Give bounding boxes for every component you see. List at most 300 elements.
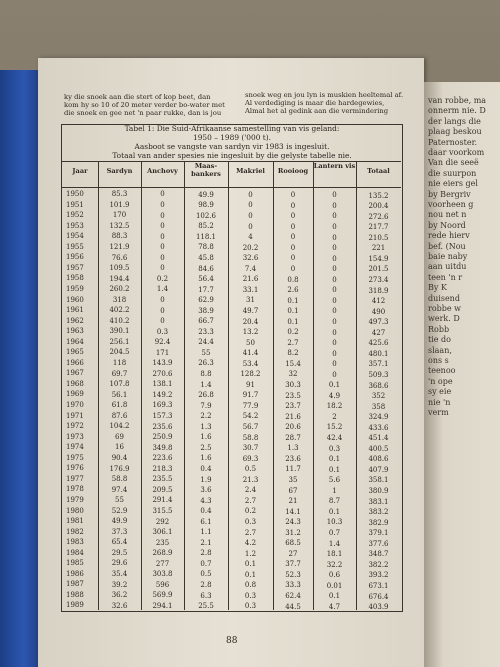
table-cell: 21.6: [242, 275, 259, 284]
table-cell: 52.9: [111, 506, 128, 515]
column-divider: [228, 161, 229, 610]
table-cell: 268.9: [152, 549, 173, 558]
adjacent-page-line: Paternoster.: [428, 137, 478, 147]
table-cell: 1.2: [244, 549, 257, 558]
table-cell: 0.1: [328, 465, 341, 474]
table-cell: 324.9: [368, 413, 389, 422]
adjacent-page-line: robbe w: [428, 304, 462, 313]
table-cell: 30.7: [242, 444, 259, 453]
table-cell: 1957: [66, 263, 84, 272]
table-cell: 36.2: [111, 591, 128, 600]
column-header: Totaal: [367, 167, 390, 175]
table-cell: 10.3: [326, 518, 343, 527]
table-cell: 0.3: [244, 517, 257, 526]
table-cell: 56.1: [111, 390, 128, 399]
table-cell: 20.6: [285, 423, 301, 432]
table-cell: 121.9: [109, 242, 130, 251]
table-cell: 1970: [66, 401, 84, 409]
adjacent-page-line: teen 'n r: [428, 272, 463, 282]
table-cell: 403.9: [368, 603, 389, 612]
table-cell: 0.1: [328, 381, 341, 390]
table-cell: 6.3: [200, 591, 212, 600]
table-cell: 33.3: [285, 581, 301, 590]
table-cell: 0.2: [244, 507, 257, 516]
table-cell: 32.2: [326, 560, 343, 569]
paragraph-left-line-1: ky die snoek aan die stert of kop beet, dan: [64, 93, 211, 101]
column-header: Makriel: [236, 167, 265, 175]
table-cell: 104.2: [109, 422, 130, 431]
table-cell: 28.7: [285, 433, 301, 442]
table-cell: 0.2: [156, 274, 169, 283]
table-cell: 402.2: [109, 306, 130, 315]
table-cell: 2.8: [200, 581, 212, 590]
table-cell: 318.9: [368, 286, 389, 295]
table-cell: 306.1: [152, 528, 173, 537]
table-cell: 0: [332, 223, 337, 232]
table-cell: 41.4: [242, 349, 259, 358]
table-cell: 0: [290, 201, 296, 210]
adjacent-page-line: nou net n: [428, 210, 467, 220]
table-cell: 29.6: [111, 559, 128, 568]
table-cell: 0: [290, 212, 296, 221]
adjacent-page-line: by Bergriv: [428, 189, 471, 199]
table-cell: 69.3: [242, 454, 259, 463]
table-cell: 15.4: [285, 359, 301, 368]
table-cell: 0: [160, 306, 165, 315]
table-cell: 0.5: [200, 570, 212, 579]
table-cell: 0.5: [244, 465, 257, 474]
table-cell: 118.1: [195, 232, 217, 241]
table-cell: 102.6: [195, 211, 217, 220]
table-cell: 410.2: [109, 316, 130, 325]
table-cell: 26.3: [198, 359, 214, 368]
table-cell: 0: [160, 295, 165, 304]
table-title-line-1: Tabel 1: Die Suid-Afrikaanse samestelling van vis geland:: [124, 124, 340, 133]
table-cell: 1976: [66, 464, 84, 473]
table-cell: 1985: [66, 559, 84, 568]
table-cell: 44.5: [285, 602, 301, 611]
table-cell: 382.2: [368, 560, 389, 569]
table-cell: 260.2: [109, 285, 130, 294]
table-cell: 0: [290, 264, 296, 273]
table-cell: 69.7: [111, 369, 128, 378]
table-cell: 0: [332, 370, 337, 379]
table-cell: 118: [112, 359, 127, 368]
table-cell: 1960: [66, 295, 84, 304]
table-cell: 0: [160, 201, 165, 209]
adjacent-page-line: Robb: [428, 324, 450, 334]
adjacent-page-line: verm: [428, 408, 449, 417]
blue-book-cover: [0, 70, 40, 667]
table-cell: 78.8: [198, 243, 214, 252]
table-cell: 1978: [66, 485, 84, 494]
table-cell: 23.6: [285, 454, 301, 463]
table-cell: 2.1: [200, 538, 212, 547]
table-cell: 380.9: [368, 487, 389, 495]
paragraph-right-line-2: Al verdediging is maar die hardegewies,: [245, 99, 385, 107]
table-cell: 87.6: [111, 411, 128, 420]
table-cell: 143.9: [152, 359, 173, 368]
table-cell: 55: [201, 348, 211, 357]
table-cell: 154.9: [368, 254, 389, 263]
table-cell: 49.9: [111, 517, 128, 526]
paragraph-left-line-2: kom hy so 10 of 20 meter verder bo-water met: [64, 101, 225, 109]
table-cell: 0: [248, 212, 253, 220]
adjacent-page-line: duisend: [428, 293, 460, 303]
table-cell: 0.1: [328, 592, 341, 601]
table-cell: 23.5: [285, 391, 301, 400]
table-cell: 1953: [66, 221, 84, 230]
table-cell: 21.3: [242, 475, 259, 484]
table-cell: 194.4: [109, 274, 130, 283]
table-cell: 15.2: [326, 423, 343, 432]
table-cell: 2: [332, 412, 337, 421]
table-cell: 0: [332, 328, 337, 337]
table-cell: 0: [332, 201, 337, 210]
table-cell: 0: [290, 191, 296, 200]
table-cell: 84.6: [198, 264, 214, 273]
table-cell: 31: [246, 296, 255, 305]
table-cell: 358.1: [368, 476, 389, 485]
table-cell: 0.8: [244, 581, 257, 590]
table-cell: 0.1: [328, 507, 341, 516]
table-cell: 85.3: [111, 190, 128, 199]
table-cell: 0.7: [200, 559, 212, 568]
adjacent-page-line: Van die seeë: [428, 158, 479, 168]
table-cell: 1.6: [200, 454, 212, 463]
table-cell: 1983: [66, 538, 84, 547]
table-cell: 2.7: [244, 528, 257, 537]
table-cell: 8.8: [200, 370, 212, 379]
table-cell: 109.5: [109, 264, 130, 273]
table-cell: 42.4: [326, 434, 343, 443]
table-cell: 292: [155, 517, 170, 526]
table-cell: 138.1: [152, 380, 173, 389]
table-cell: 7.9: [200, 401, 212, 410]
table-cell: 13.2: [242, 328, 259, 337]
table-cell: 61.8: [111, 401, 128, 410]
table-cell: 56.4: [198, 275, 214, 284]
table-cell: 3.6: [200, 486, 212, 495]
table-cell: 358: [371, 402, 386, 411]
adjacent-page-line: aan uitdu: [428, 262, 467, 272]
table-cell: 1956: [66, 253, 84, 262]
table-cell: 408.6: [368, 455, 389, 464]
table-cell: 0: [332, 307, 337, 316]
table-cell: 1981: [66, 517, 84, 526]
table-cell: 2.6: [287, 286, 299, 295]
table-cell: 0: [160, 264, 165, 273]
table-cell: 0: [332, 233, 337, 242]
table-cell: 132.5: [109, 221, 130, 230]
table-cell: 596: [155, 580, 170, 589]
table-cell: 256.1: [109, 337, 130, 346]
table-cell: 21.6: [285, 412, 301, 421]
table-cell: 294.1: [152, 601, 173, 610]
table-cell: 407.9: [368, 465, 389, 474]
table-cell: 169.3: [152, 401, 173, 410]
table-cell: 18.2: [326, 402, 343, 411]
table-cell: 16: [115, 443, 124, 452]
table-cell: 35: [288, 475, 298, 484]
table-cell: 200.4: [368, 202, 389, 211]
table-cell: 393.2: [368, 571, 389, 580]
table-cell: 0.1: [244, 560, 257, 569]
table-cell: 0: [248, 222, 253, 231]
adjacent-page-line: werk. D: [428, 314, 460, 324]
column-header: Rooioog: [277, 167, 309, 175]
adjacent-page-line: onnerm nie. D: [428, 106, 486, 116]
table-cell: 377.6: [368, 539, 389, 548]
table-cell: 348.7: [368, 550, 389, 559]
table-cell: 315.5: [152, 506, 173, 515]
table-cell: 170: [112, 211, 127, 220]
table-cell: 31.2: [285, 528, 301, 537]
adjacent-page-line: die suurpon: [428, 168, 477, 178]
table-cell: 0: [160, 222, 165, 231]
table-cell: 1963: [66, 327, 84, 336]
table-cell: 497.3: [368, 318, 389, 327]
table-cell: 53.4: [242, 359, 259, 368]
table-cell: 0.1: [287, 307, 299, 316]
adjacent-page-line: sy eie: [428, 387, 452, 397]
adjacent-page-line: daar voorkom: [428, 148, 485, 157]
table-cell: 1959: [66, 284, 84, 293]
table-cell: 1950: [66, 190, 84, 198]
table-cell: 0.1: [287, 317, 299, 326]
table-cell: 24.3: [285, 518, 301, 527]
table-cell: 204.5: [109, 348, 130, 357]
table-cell: 14.1: [285, 507, 301, 516]
table-cell: 390.1: [109, 327, 130, 336]
table-cell: 480.1: [368, 349, 389, 358]
table-cell: 318: [112, 295, 127, 304]
table-cell: 1.4: [200, 380, 212, 389]
table-cell: 0: [160, 211, 165, 220]
table-cell: 235.5: [152, 475, 173, 484]
header-bottom-rule: [62, 187, 401, 188]
table-cell: 0.1: [244, 570, 257, 579]
table-cell: 32.6: [111, 601, 128, 610]
table-cell: 0.6: [328, 571, 341, 580]
table-cell: 101.9: [109, 200, 130, 209]
table-cell: 349.8: [152, 443, 173, 452]
table-cell: 1975: [66, 453, 84, 462]
table-cell: 21: [288, 497, 298, 506]
table-cell: 0: [290, 233, 296, 242]
table-cell: 0.4: [200, 464, 212, 473]
adjacent-page-line: teenoo: [428, 366, 456, 376]
table-cell: 0.1: [287, 296, 299, 305]
table-cell: 383.2: [368, 508, 389, 517]
column-divider: [141, 161, 142, 610]
table-cell: 91: [246, 380, 255, 389]
table-cell: 2.7: [287, 338, 299, 347]
table-cell: 107.8: [109, 380, 130, 389]
table-cell: 17.7: [198, 285, 214, 294]
table-cell: 0: [332, 360, 337, 369]
table-cell: 37.7: [285, 560, 301, 569]
table-cell: 24.4: [198, 338, 214, 347]
table-title-line-2: 1950 – 1989 ('000 t).: [193, 132, 271, 142]
table-cell: 5.6: [328, 476, 341, 485]
table-cell: 50: [246, 338, 255, 347]
table-cell: 4.7: [328, 602, 341, 611]
table-cell: 0: [160, 232, 165, 241]
table-cell: 2.8: [200, 549, 212, 558]
adjacent-page-line: slaan,: [428, 345, 452, 355]
table-cell: 171: [155, 348, 170, 357]
table-cell: 1984: [66, 548, 84, 557]
table-cell: 379.1: [368, 529, 389, 538]
table-cell: 30.3: [285, 381, 301, 390]
table-cell: 65.4: [111, 538, 128, 547]
table-cell: 451.4: [368, 434, 389, 443]
table-cell: 1977: [66, 474, 84, 483]
column-divider: [98, 161, 99, 610]
table-cell: 400.5: [368, 444, 389, 453]
adjacent-page-line: nie eiers gel: [428, 179, 478, 189]
table-cell: 49.7: [242, 306, 259, 315]
table-cell: 7.4: [244, 264, 257, 273]
table-cell: 157.3: [152, 412, 173, 420]
table-cell: 1971: [66, 411, 84, 420]
table-cell: 272.6: [368, 212, 389, 221]
table-cell: 412: [371, 297, 386, 306]
table-cell: 427: [371, 328, 386, 337]
table-cell: 0.3: [244, 602, 257, 611]
table-cell: 32.6: [242, 254, 259, 263]
table-cell: 0: [160, 253, 165, 262]
table-cell: 676.4: [368, 592, 389, 601]
column-divider: [184, 161, 185, 610]
adjacent-page-line: bef. (Nou: [428, 241, 466, 251]
column-header: Jaar: [72, 167, 88, 175]
table-cell: 1954: [66, 232, 84, 241]
table-cell: 1972: [66, 422, 84, 431]
table-cell: 29.5: [111, 548, 128, 557]
table-cell: 1964: [66, 337, 84, 346]
table-cell: 1.6: [200, 433, 212, 442]
table-cell: 23.3: [198, 327, 214, 336]
table-cell: 18.1: [326, 550, 343, 559]
adjacent-page-line: tie do: [428, 335, 451, 345]
table-cell: 291.4: [152, 496, 173, 505]
table-cell: 4.2: [244, 539, 257, 548]
table-title-line-4: Totaal van ander spesies nie ingesluit by die gelyste tabelle nie.: [112, 150, 352, 160]
table-cell: 45.8: [198, 253, 214, 262]
table-cell: 0: [248, 201, 253, 210]
table-cell: 221: [371, 244, 386, 253]
table-cell: 69: [115, 432, 124, 441]
table-cell: 352: [371, 392, 386, 401]
table-cell: 1955: [66, 242, 84, 251]
table-cell: 368.6: [368, 381, 389, 390]
table-cell: 509.3: [368, 370, 389, 379]
table-cell: 1968: [66, 379, 84, 388]
table-cell: 55: [115, 496, 124, 505]
table-cell: 27: [288, 549, 298, 558]
table-cell: 0.3: [156, 327, 169, 336]
table-cell: 0: [160, 243, 165, 252]
table-title-line-3: Aasboot se vangste van sardyn vir 1983 is ingesluit.: [134, 142, 330, 152]
table-cell: 58.8: [111, 475, 128, 484]
table-cell: 8.7: [328, 497, 341, 506]
column-header: Sardyn: [106, 167, 133, 175]
table-cell: 277: [155, 559, 170, 568]
table-cell: 1966: [66, 358, 84, 367]
table-cell: 0.8: [287, 275, 299, 284]
table-cell: 0: [332, 275, 337, 284]
table-cell: 383.1: [368, 497, 389, 506]
adjacent-page-line: by Noord: [428, 220, 466, 230]
table-cell: 0: [290, 243, 296, 252]
table-cell: 20.2: [242, 243, 259, 252]
table-cell: 2.2: [200, 412, 212, 421]
table-cell: 1958: [66, 274, 84, 283]
table-cell: 1980: [66, 506, 84, 515]
table-cell: 0.7: [328, 528, 341, 537]
table-cell: 0: [332, 296, 337, 305]
table-cell: 2.4: [244, 486, 257, 495]
adjacent-page-line: rede hierv: [428, 231, 470, 241]
table-cell: 0: [332, 191, 337, 200]
table-cell: 85.2: [198, 222, 214, 231]
table-cell: 0.2: [287, 328, 299, 337]
table-cell: 1.1: [200, 528, 212, 537]
table-cell: 4: [248, 233, 253, 242]
table-cell: 62.9: [198, 296, 214, 305]
table-cell: 0.3: [244, 591, 257, 600]
table-cell: 23.7: [285, 402, 301, 411]
table-cell: 1974: [66, 443, 84, 452]
table-cell: 6.1: [200, 517, 212, 526]
table-cell: 54.2: [242, 412, 259, 421]
table-cell: 0: [332, 286, 337, 295]
table-cell: 0: [290, 222, 296, 231]
table-cell: 1.4: [328, 539, 341, 548]
table-cell: 425.6: [368, 339, 389, 348]
table-cell: 1967: [66, 369, 84, 378]
table-cell: 569.9: [152, 591, 173, 600]
table-cell: 1.9: [200, 475, 212, 484]
table-cell: 66.7: [198, 317, 214, 326]
table-cell: 20.4: [242, 317, 259, 326]
table-cell: 176.9: [109, 464, 130, 473]
table-cell: 217.7: [368, 223, 389, 232]
table-cell: 433.6: [368, 423, 389, 432]
table-cell: 0: [332, 317, 337, 326]
paragraph-right-line-3: Almal het al gedink aan die vermindering: [245, 107, 389, 115]
table-cell: 1987: [66, 580, 84, 589]
table-cell: 4.9: [328, 391, 341, 400]
adjacent-page-line: 'n ope: [428, 376, 453, 386]
table-cell: 2.5: [200, 443, 212, 452]
table-cell: 11.7: [285, 465, 301, 474]
table-cell: 0.3: [328, 444, 341, 453]
table-cell: 1: [332, 486, 337, 495]
adjacent-page-line: nie 'n: [428, 397, 451, 407]
column-header: Anchovy: [147, 167, 178, 175]
table-cell: 97.4: [111, 485, 128, 494]
table-cell: 52.3: [285, 570, 301, 579]
table-cell: 92.4: [154, 338, 171, 347]
table-cell: 98.9: [198, 201, 214, 210]
table-cell: 62.4: [285, 592, 301, 601]
table-cell: 38.9: [198, 306, 214, 315]
table-cell: 149.2: [152, 390, 173, 399]
table-cell: 37.3: [111, 527, 128, 536]
